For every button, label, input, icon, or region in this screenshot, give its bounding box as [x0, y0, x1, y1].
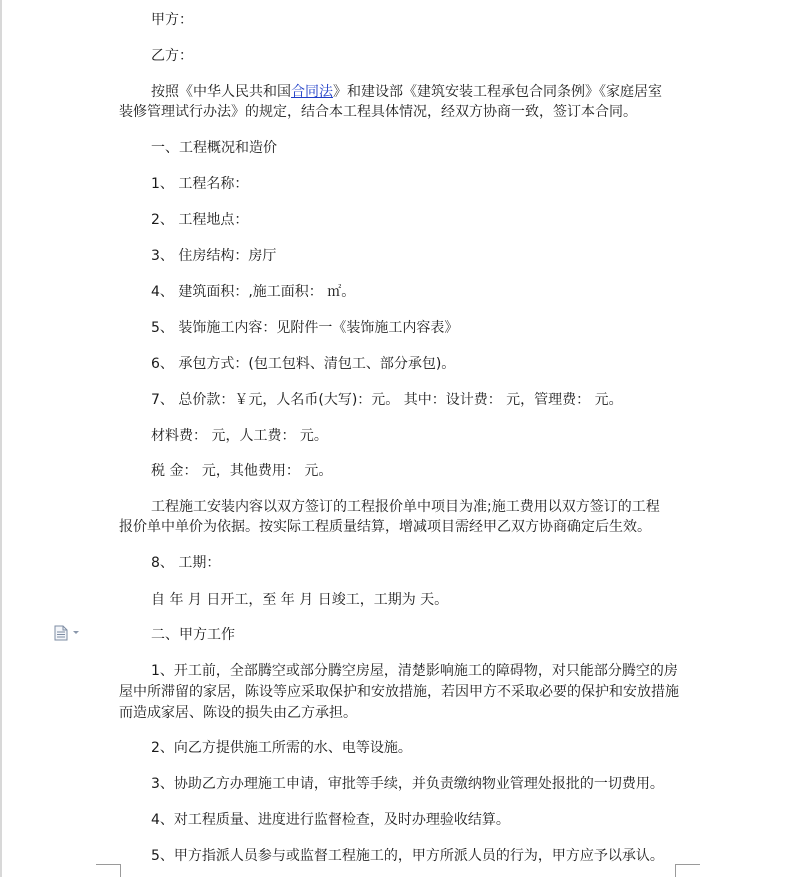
item-6: 6、 承包方式：(包工包料、清包工、部分承包)。: [151, 356, 456, 372]
page-corner-mark-left: [96, 864, 121, 877]
schedule-line: 自 年 月 日开工，至 年 月 日竣工，工期为 天。: [151, 592, 449, 608]
party-a-duty-1-line-1: 1、开工前，全部腾空或部分腾空房屋，清楚影响施工的障碍物，对只能部分腾空的房: [151, 663, 678, 679]
section-1-title: 一、工程概况和造价: [151, 140, 277, 156]
tax-line: 税 金： 元，其他费用： 元。: [151, 463, 333, 479]
paragraph-marker-button[interactable]: [54, 625, 80, 641]
item-1: 1、 工程名称：: [151, 176, 249, 192]
party-a-duty-1-line-3: 而造成家居、陈设的损失由乙方承担。: [119, 705, 357, 721]
intro-text-post: 》和建设部《建筑安装工程承包合同条例》《家庭居室: [333, 84, 662, 100]
intro-line-2: 装修管理试行办法》的规定，结合本工程具体情况，经双方协商一致，签订本合同。: [119, 104, 637, 120]
item-7: 7、 总价款：￥元，人名币(大写)：元。 其中：设计费： 元，管理费： 元。: [151, 392, 623, 408]
party-a-duty-5: 5、甲方指派人员参与或监督工程施工的，甲方所派人员的行为，甲方应予以承认。: [151, 848, 664, 864]
page-corner-mark-right: [675, 864, 700, 877]
document-icon: [54, 625, 68, 641]
page-edge: [0, 0, 2, 877]
party-a-duty-2: 2、向乙方提供施工所需的水、电等设施。: [151, 740, 412, 756]
party-a-line: 甲方：: [151, 12, 193, 28]
party-a-duty-3: 3、协助乙方办理施工申请，审批等手续，并负责缴纳物业管理处报批的一切费用。: [151, 776, 664, 792]
section-2-title: 二、甲方工作: [151, 627, 235, 643]
chevron-down-icon: [72, 630, 80, 636]
item-4: 4、 建筑面积：,施工面积： ㎡。: [151, 284, 356, 300]
intro-text-pre: 按照《中华人民共和国: [151, 84, 291, 100]
scope-line-1: 工程施工安装内容以双方签订的工程报价单中项目为准;施工费用以双方签订的工程: [151, 499, 660, 515]
material-fee-line: 材料费： 元，人工费： 元。: [151, 428, 328, 444]
contract-law-link[interactable]: 合同法: [291, 84, 333, 100]
party-a-duty-4: 4、对工程质量、进度进行监督检查，及时办理验收结算。: [151, 812, 510, 828]
item-3: 3、 住房结构：房厅: [151, 248, 277, 264]
item-5: 5、 装饰施工内容：见附件一《装饰施工内容表》: [151, 320, 459, 336]
party-b-line: 乙方：: [151, 48, 193, 64]
item-8: 8、 工期：: [151, 555, 221, 571]
party-a-duty-1-line-2: 屋中所滞留的家居，陈设等应采取保护和安放措施，若因甲方不采取必要的保护和安放措施: [119, 684, 679, 700]
intro-line-1: [151, 82, 662, 102]
item-2: 2、 工程地点：: [151, 212, 249, 228]
scope-line-2: 报价单中单价为依据。按实际工程质量结算，增减项目需经甲乙双方协商确定后生效。: [119, 519, 651, 535]
